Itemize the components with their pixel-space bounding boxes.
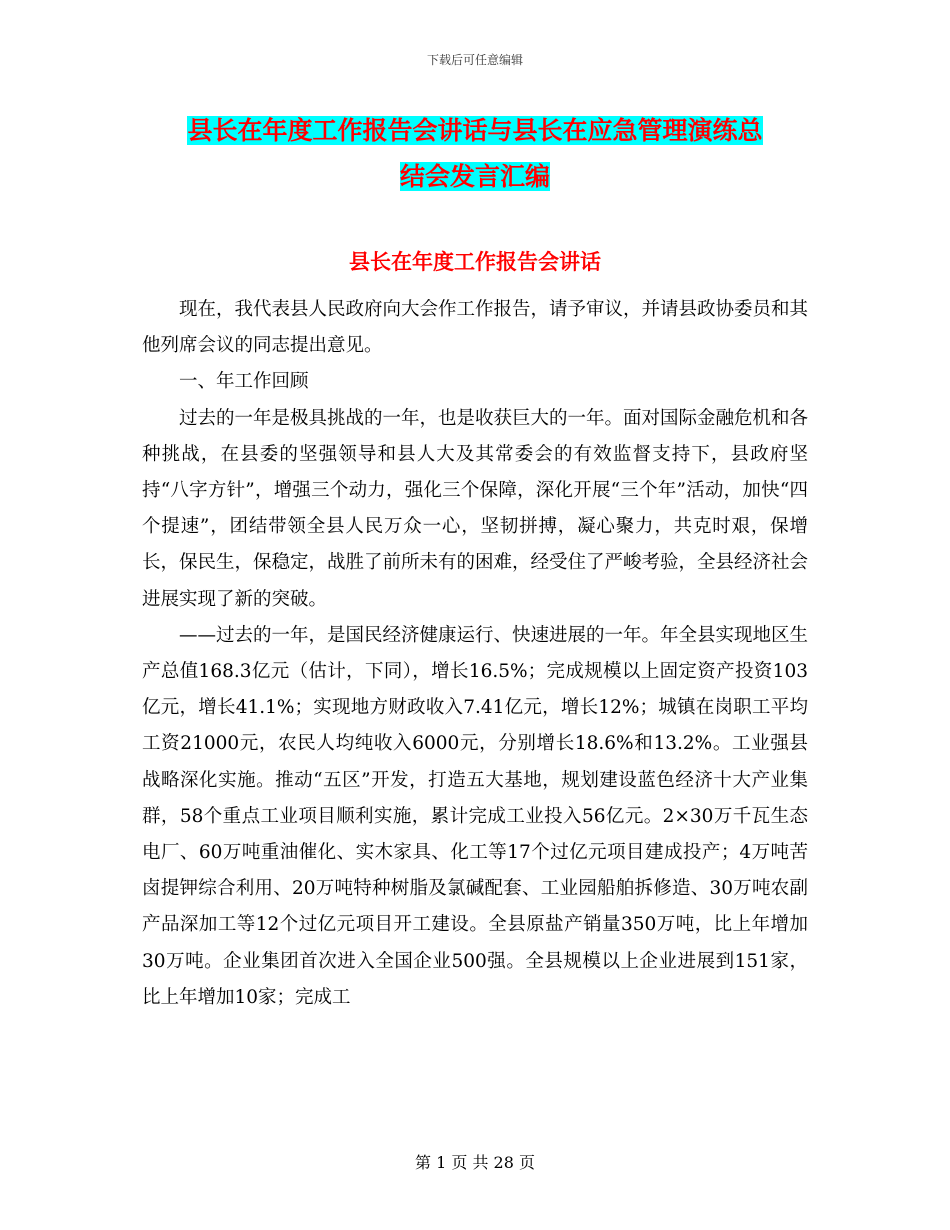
section-title: 县长在年度工作报告会讲话: [349, 250, 601, 274]
paragraph: 现在，我代表县人民政府向大会作工作报告，请予审议，并请县政协委员和其他列席会议的同志提出意见。: [142, 299, 809, 357]
document-body: [142, 292, 808, 1016]
document-title-line-1: 县长在年度工作报告会讲话与县长在应急管理演练总: [187, 116, 763, 145]
paragraph: ——过去的一年，是国民经济健康运行、快速进展的一年。年全县实现地区生产总值168.3亿元（估计，下同），增长16.5%；完成规模以上固定资产投资103亿元，增长41.1%；实现地方财政收入7.41亿元，增长12%；城镇在岗职工平均工资21000元，农民人均纯收入6000元，分别增长18.6%和13.2%。工业强县战略深化实施。推动“五区”开发，打造五大基地，规划建设蓝色经济十大产业集群，58个重点工业项目顺利实施，累计完成工业投入56亿元。2×30万千瓦生态电厂、60万吨重油催化、实木家具、化工等17个过亿元项目建成投产；4万吨苦卤提钾综合利用、20万吨特种树脂及氯碱配套、工业园船舶拆修造、30万吨农副产品深加工等12个过亿元项目开工建设。全县原盐产销量350万吨，比上年增加30万吨。企业集团首次进入全国企业500强。全县规模以上企业进展到151家，比上年增加10家；完成工: [142, 624, 809, 1008]
document-title-line-2: 结会发言汇编: [399, 162, 550, 191]
page-header-note: 下载后可任意编辑: [426, 53, 523, 67]
paragraph: 过去的一年是极具挑战的一年，也是收获巨大的一年。面对国际金融危机和各种挑战，在县委的坚强领导和县人大及其常委会的有效监督支持下，县政府坚持“八字方针”，增强三个动力，强化三个保障，深化开展“三个年”活动，加快“四个提速”，团结带领全县人民万众一心，坚韧拼搏，凝心聚力，共克时艰，保增长，保民生，保稳定，战胜了前所未有的困难，经受住了严峻考验，全县经济社会进展实现了新的突破。: [142, 407, 809, 610]
document-title: [140, 108, 810, 200]
page-footer-number: 第 1 页 共 28 页: [415, 1153, 535, 1172]
paragraph: 一、年工作回顾: [179, 371, 309, 393]
